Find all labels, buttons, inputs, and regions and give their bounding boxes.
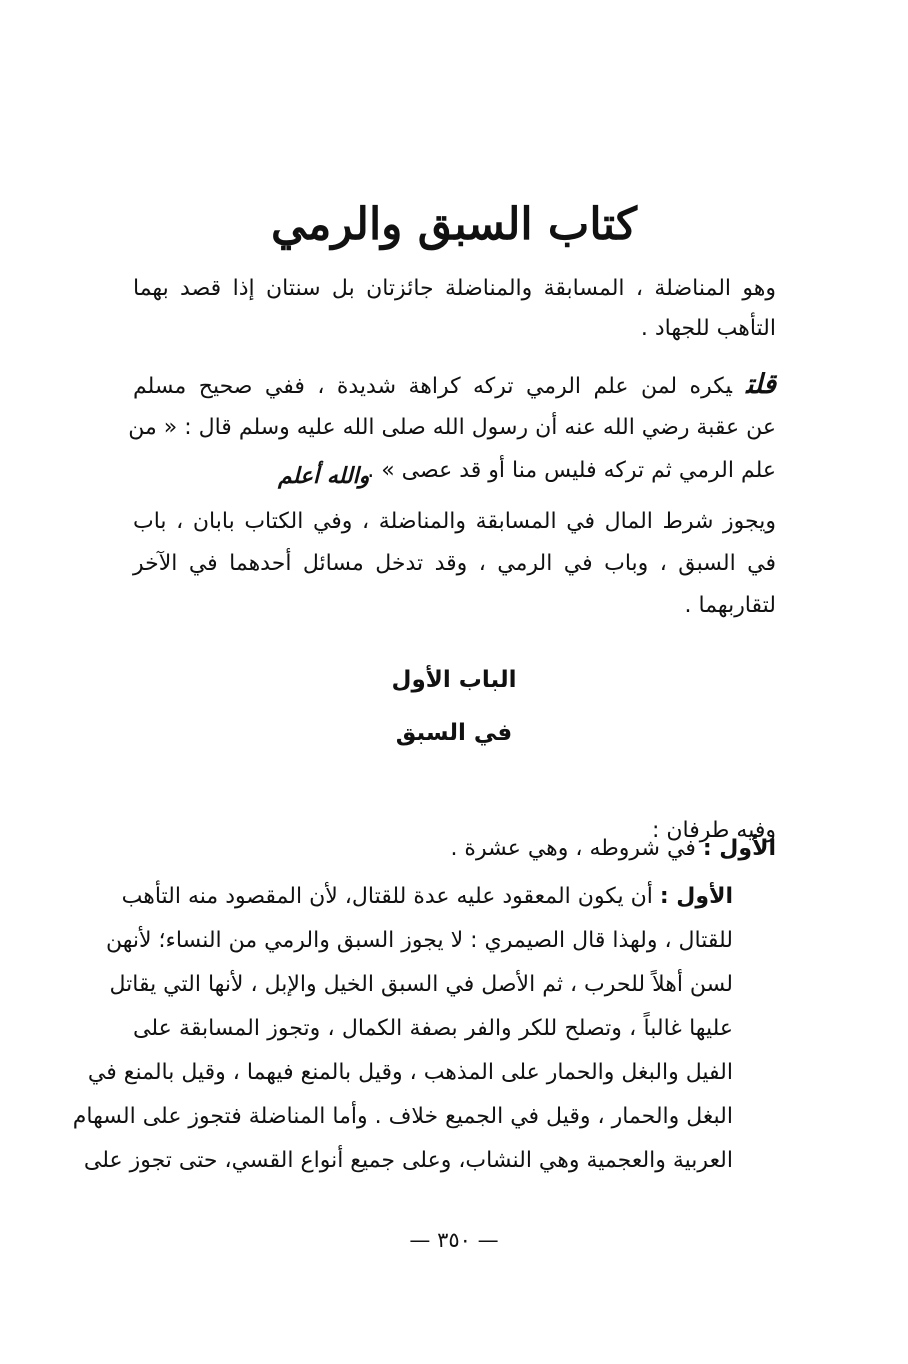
chapter-subheading: في السبق xyxy=(395,720,513,746)
first-branch-label: الأول : xyxy=(702,836,776,861)
note-line-3: علم الرمي ثم تركه فليس منا أو قد عصى » . xyxy=(367,458,776,483)
note-label: قلت xyxy=(746,369,776,400)
note-line-1 xyxy=(133,366,776,406)
para2-line-2: في السبق ، وباب في الرمي ، وقد تدخل مسائل أحدهما في الآخر xyxy=(133,551,776,576)
condition-text-1: أن يكون المعقود عليه عدة للقتال، لأن المقصود منه التأهب xyxy=(121,884,653,909)
section-intro: وفيه طرفان : xyxy=(652,818,776,843)
intro-line-1: وهو المناضلة ، المسابقة والمناضلة جائزتان بل سنتان إذا قصد بهما xyxy=(133,276,776,301)
condition-line-5: الفيل والبغل والحمار على المذهب ، وقيل بالمنع فيهما ، وقيل بالمنع في xyxy=(87,1060,733,1085)
condition-line-4: عليها غالباً ، وتصلح للكر والفر بصفة الكمال ، وتجوز المسابقة على xyxy=(133,1016,733,1041)
note-line-2: عن عقبة رضي الله عنه أن رسول الله صلى الله عليه وسلم قال : « من xyxy=(128,415,776,440)
page-number: — ٣٥٠ — xyxy=(409,1228,499,1252)
condition-line-7: العربية والعجمية وهي النشاب، وعلى جميع أنواع القسي، حتى تجوز على xyxy=(83,1148,733,1173)
chapter-heading: الباب الأول xyxy=(391,667,517,693)
condition-line-1 xyxy=(121,878,733,916)
book-title: كتاب السبق والرمي xyxy=(271,199,637,250)
first-branch-text: في شروطه ، وهي عشرة . xyxy=(450,836,696,861)
condition-line-6: البغل والحمار ، وقيل في الجميع خلاف . وأما المناضلة فتجوز على السهام xyxy=(72,1104,733,1129)
note-text-1: يكره لمن علم الرمي تركه كراهة شديدة ، ففي صحيح مسلم xyxy=(133,374,732,399)
para2-line-3: لتقاربهما . xyxy=(684,593,776,618)
condition-label: الأول : xyxy=(659,884,733,909)
first-branch-line xyxy=(133,830,776,868)
closing-phrase: والله أعلم xyxy=(278,463,370,489)
condition-line-2: للقتال ، ولهذا قال الصيمري : لا يجوز السبق والرمي من النساء؛ لأنهن xyxy=(105,928,733,953)
condition-line-3: لسن أهلاً للحرب ، ثم الأصل في السبق الخيل والإبل ، لأنها التي يقاتل xyxy=(109,972,733,997)
intro-line-2: التأهب للجهاد . xyxy=(640,316,776,341)
para2-line-1: ويجوز شرط المال في المسابقة والمناضلة ، وفي الكتاب بابان ، باب xyxy=(133,509,776,534)
